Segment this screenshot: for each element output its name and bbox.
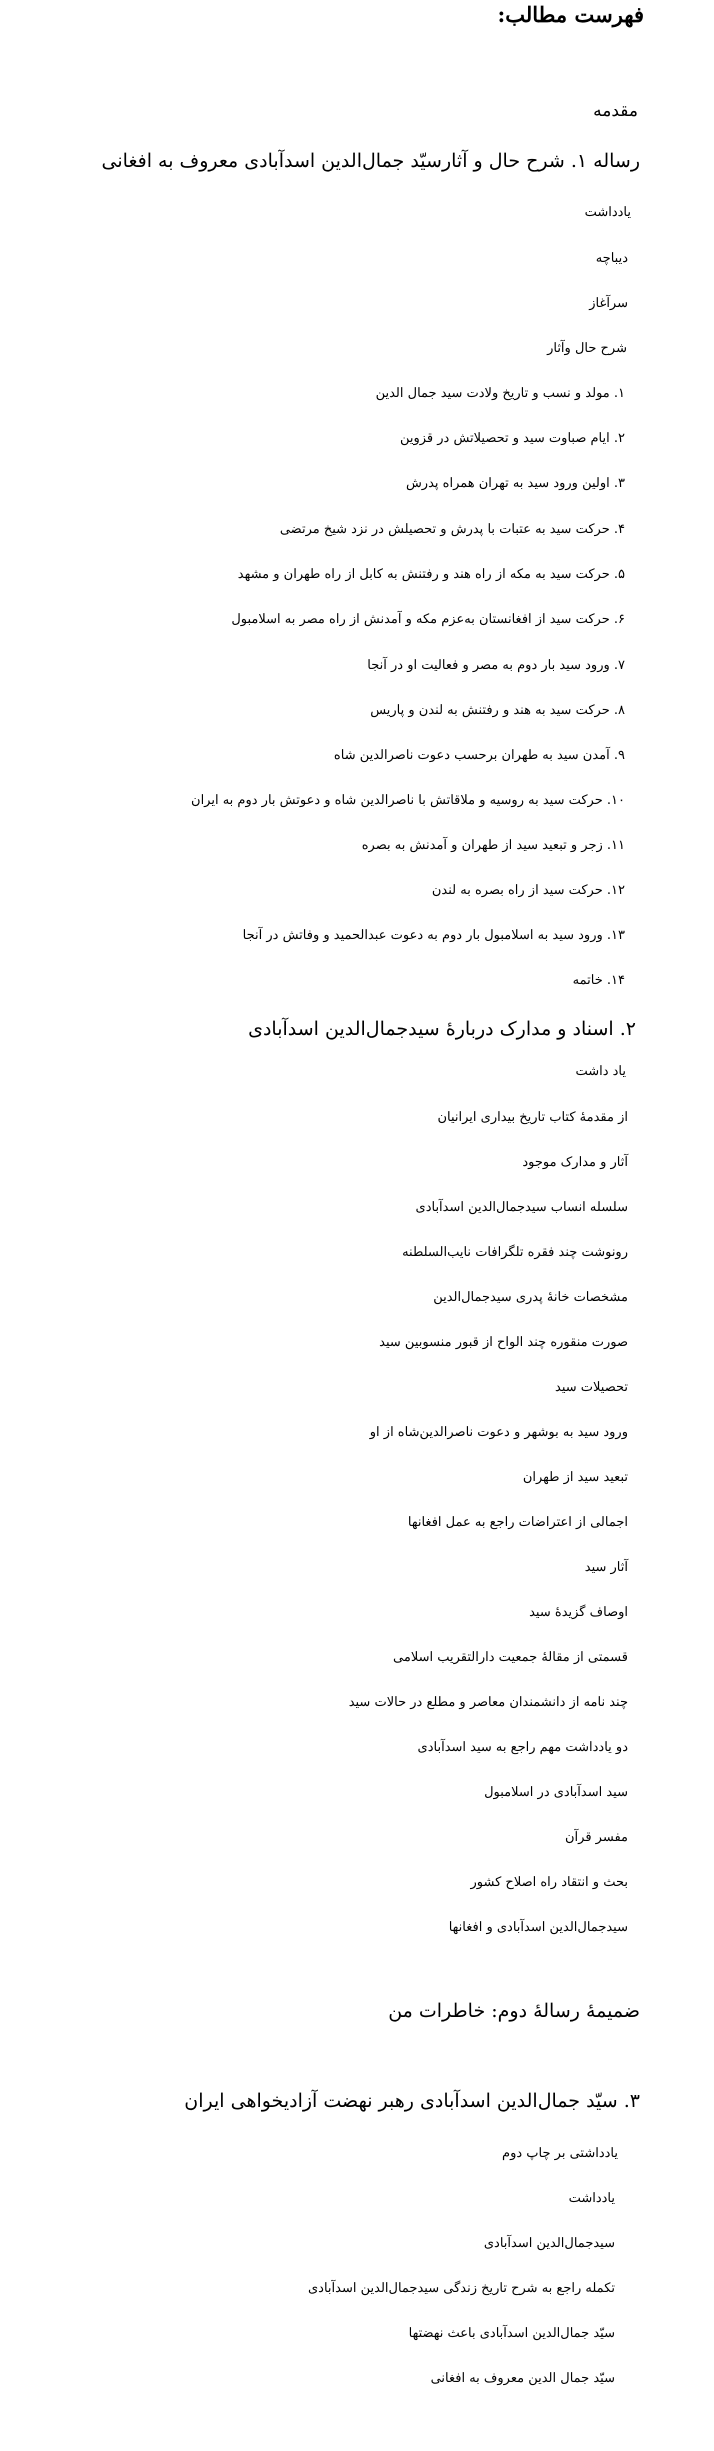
chapter-2-item[interactable]: سید اسدآبادی در اسلامبول (484, 1785, 628, 1800)
chapter-2-title[interactable]: ۲. اسناد و مدارک دربارهٔ سیدجمال‌الدین اسدآبادی (248, 1018, 636, 1040)
chapter-2-item[interactable]: بحث و انتقاد راه اصلاح کشور (470, 1875, 628, 1890)
chapter-3-item[interactable]: سیدجمال‌الدین اسدآبادی (483, 2236, 615, 2251)
chapter-2-item[interactable]: اوصاف گزیدهٔ سید (529, 1605, 628, 1620)
chapter-2-item[interactable]: یاد داشت (575, 1064, 626, 1079)
chapter-1-item[interactable]: شرح حال وآثار (547, 341, 627, 356)
appendix-title[interactable]: ضمیمهٔ رسالهٔ دوم: خاطرات من (388, 2000, 640, 2022)
chapter-2-item[interactable]: صورت منقوره چند الواح از قبور منسوبین سید (379, 1335, 628, 1350)
chapter-2-item[interactable]: از مقدمهٔ کتاب تاریخ بیداری ایرانیان (437, 1110, 628, 1125)
chapter-1-subitem[interactable]: ۱۳. ورود سید به اسلامبول بار دوم به دعوت عبدالحمید و وفاتش در آنجا (242, 928, 625, 943)
chapter-2-item[interactable]: آثار سید (584, 1560, 628, 1575)
chapter-1-item[interactable]: یادداشت (584, 205, 631, 220)
chapter-1-title[interactable]: رساله ۱. شرح حال و آثارسیّد جمال‌الدین اسدآبادی معروف به افغانی (101, 150, 640, 172)
chapter-1-item[interactable]: دیباچه (595, 251, 628, 266)
chapter-2-item[interactable]: ورود سید به بوشهر و دعوت ناصرالدین‌شاه از او (369, 1425, 628, 1440)
chapter-2-item[interactable]: مفسر قرآن (565, 1830, 628, 1845)
chapter-2-item[interactable]: تبعید سید از طهران (522, 1470, 628, 1485)
chapter-1-subitem[interactable]: ۱۰. حرکت سید به روسیه و ملاقاتش با ناصرالدین شاه و دعوتش بار دوم به ایران (191, 793, 625, 808)
chapter-1-subitem[interactable]: ۱۱. زجر و تبعید سید از طهران و آمدنش به بصره (361, 838, 625, 853)
chapter-1-subitem[interactable]: ۹. آمدن سید به طهران برحسب دعوت ناصرالدین شاه (333, 748, 625, 763)
chapter-2-item[interactable]: مشخصات خانهٔ پدری سیدجمال‌الدین (433, 1290, 628, 1305)
chapter-1-subitem[interactable]: ۳. اولین ورود سید به تهران همراه پدرش (405, 476, 625, 491)
chapter-1-subitem[interactable]: ۴. حرکت سید به عتبات با پدرش و تحصیلش در نزد شیخ مرتضی (279, 522, 625, 537)
chapter-3-item[interactable]: تکمله راجع به شرح تاریخ زندگی سیدجمال‌الدین اسدآبادی (307, 2281, 615, 2296)
chapter-1-subitem[interactable]: ۶. حرکت سید از افغانستان به‌عزم مکه و آمدنش از راه مصر به اسلامبول (231, 612, 625, 627)
chapter-2-item[interactable]: تحصیلات سید (555, 1380, 628, 1395)
chapter-1-subitem[interactable]: ۱. مولد و نسب و تاریخ ولادت سید جمال الدین (375, 386, 625, 401)
chapter-3-item[interactable]: سیّد جمال الدین معروف به افغانی (430, 2371, 615, 2386)
chapter-2-item[interactable]: اجمالی از اعتراضات راجع به عمل افغانها (407, 1515, 628, 1530)
chapter-1-item[interactable]: سرآغاز (589, 296, 628, 311)
chapter-1-subitem[interactable]: ۷. ورود سید بار دوم به مصر و فعالیت او در آنجا (367, 658, 625, 673)
chapter-2-item[interactable]: سلسله انساب سیدجمال‌الدین اسدآبادی (415, 1200, 628, 1215)
chapter-2-item[interactable]: دو یادداشت مهم راجع به سید اسدآبادی (417, 1740, 628, 1755)
chapter-1-subitem[interactable]: ۸. حرکت سید به هند و رفتنش به لندن و پاریس (370, 703, 625, 718)
chapter-3-title[interactable]: ۳. سیّد جمال‌الدین اسدآبادی رهبر نهضت آزادیخواهی ایران (184, 2090, 640, 2112)
chapter-1-subitem[interactable]: ۱۴. خاتمه (572, 973, 625, 988)
toc-title: فهرست مطالب: (497, 2, 644, 27)
chapter-1-subitem[interactable]: ۲. ایام صباوت سید و تحصیلاتش در قزوین (399, 431, 625, 446)
chapter-3-item[interactable]: یادداشت (568, 2191, 615, 2206)
chapter-3-item[interactable]: یادداشتی بر چاپ دوم (502, 2146, 618, 2161)
chapter-2-item[interactable]: قسمتی از مقالهٔ جمعیت دارالتقریب اسلامی (393, 1650, 628, 1665)
chapter-2-item[interactable]: چند نامه از دانشمندان معاصر و مطلع در حالات سید (348, 1695, 628, 1710)
chapter-2-item[interactable]: آثار و مدارک موجود (522, 1155, 628, 1170)
chapter-2-item[interactable]: رونوشت چند فقره تلگرافات نایب‌السلطنه (402, 1245, 628, 1260)
chapter-1-subitem[interactable]: ۵. حرکت سید به مکه از راه هند و رفتنش به کابل از راه طهران و مشهد (237, 567, 625, 582)
toc-entry-intro[interactable]: مقدمه (593, 101, 638, 121)
chapter-1-subitem[interactable]: ۱۲. حرکت سید از راه بصره به لندن (431, 883, 625, 898)
chapter-3-item[interactable]: سیّد جمال‌الدین اسدآبادی باعث نهضتها (408, 2326, 615, 2341)
chapter-2-item[interactable]: سیدجمال‌الدین اسدآبادی و افغانها (448, 1920, 628, 1935)
